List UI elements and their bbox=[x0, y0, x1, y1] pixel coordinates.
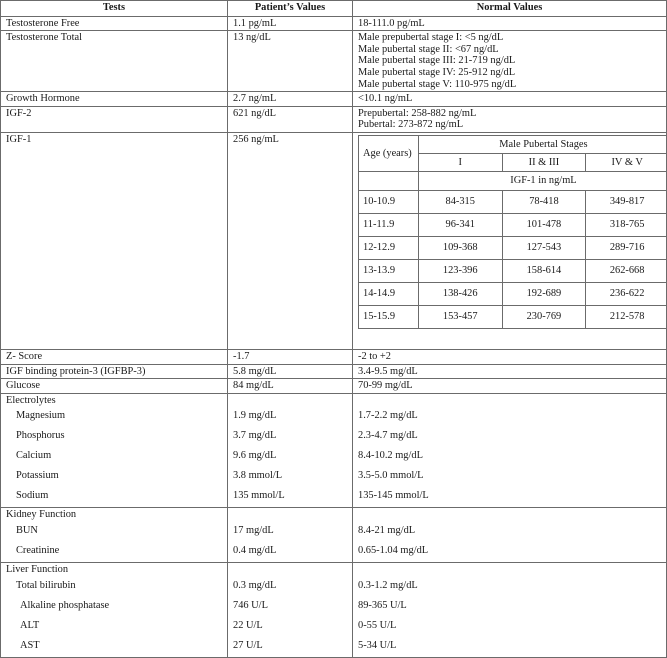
sub-test-name: Sodium bbox=[6, 486, 222, 506]
section-label: Kidney Function bbox=[6, 509, 222, 521]
test-name bbox=[1, 508, 228, 563]
stage-header: II & III bbox=[502, 153, 586, 171]
normal-values-header: Normal Values bbox=[353, 1, 667, 17]
range-cell: 318-765 bbox=[586, 213, 667, 236]
label-spacer bbox=[358, 564, 661, 576]
range-cell: 123-396 bbox=[418, 259, 502, 282]
age-cell: 14-14.9 bbox=[359, 282, 419, 305]
label-spacer bbox=[358, 509, 661, 521]
range-cell: 84-315 bbox=[418, 190, 502, 213]
normal-line: Male pubertal stage II: <67 ng/dL bbox=[358, 44, 661, 56]
age-blank-cell bbox=[359, 171, 419, 190]
normal-value bbox=[353, 132, 667, 349]
test-name: Z- Score bbox=[1, 349, 228, 364]
normal-value bbox=[353, 393, 667, 508]
age-cell: 11-11.9 bbox=[359, 213, 419, 236]
normal-line: Male pubertal stage IV: 25-912 ng/dL bbox=[358, 67, 661, 79]
sub-normal: 89-365 U/L bbox=[358, 596, 661, 616]
table-row bbox=[359, 213, 667, 236]
patient-value: 621 ng/dL bbox=[228, 106, 353, 132]
normal-value bbox=[353, 508, 667, 563]
stage-header: IV & V bbox=[586, 153, 667, 171]
age-cell: 12-12.9 bbox=[359, 236, 419, 259]
patient-value bbox=[228, 508, 353, 563]
sub-value: 3.7 mg/dL bbox=[233, 426, 347, 446]
sub-test-name: Creatinine bbox=[6, 541, 222, 561]
normal-line: Pubertal: 273-872 ng/mL bbox=[358, 119, 661, 131]
normal-line: Male pubertal stage III: 21-719 ng/dL bbox=[358, 55, 661, 67]
sub-value: 9.6 mg/dL bbox=[233, 446, 347, 466]
age-header: Age (years) bbox=[359, 135, 419, 171]
sub-test-name: ALT bbox=[6, 616, 222, 636]
patient-value: 84 mg/dL bbox=[228, 379, 353, 394]
igf1-reference-table bbox=[358, 135, 667, 329]
igf1-header-row bbox=[359, 135, 667, 153]
unit-header: IGF-1 in ng/mL bbox=[418, 171, 667, 190]
table-row bbox=[359, 259, 667, 282]
patient-values-header: Patient’s Values bbox=[228, 1, 353, 17]
sub-normal: 0.3-1.2 mg/dL bbox=[358, 576, 661, 596]
label-spacer bbox=[233, 509, 347, 521]
row-growth-hormone bbox=[1, 92, 667, 107]
range-cell: 109-368 bbox=[418, 236, 502, 259]
sub-value: 0.4 mg/dL bbox=[233, 541, 347, 561]
sub-test-name: Phosphorus bbox=[6, 426, 222, 446]
patient-value: -1.7 bbox=[228, 349, 353, 364]
test-name: Testosterone Free bbox=[1, 16, 228, 31]
normal-line: Prepubertal: 258-882 ng/mL bbox=[358, 108, 661, 120]
section-label: Liver Function bbox=[6, 564, 222, 576]
test-name: Testosterone Total bbox=[1, 31, 228, 92]
age-cell: 13-13.9 bbox=[359, 259, 419, 282]
label-spacer bbox=[358, 395, 661, 407]
test-name: Glucose bbox=[1, 379, 228, 394]
range-cell: 230-769 bbox=[502, 305, 586, 328]
age-cell: 10-10.9 bbox=[359, 190, 419, 213]
sub-test-name: Potassium bbox=[6, 466, 222, 486]
range-cell: 138-426 bbox=[418, 282, 502, 305]
row-glucose bbox=[1, 379, 667, 394]
normal-value: 18-111.0 pg/mL bbox=[353, 16, 667, 31]
normal-value bbox=[353, 106, 667, 132]
test-name: Growth Hormone bbox=[1, 92, 228, 107]
range-cell: 349-817 bbox=[586, 190, 667, 213]
normal-value: 70-99 mg/dL bbox=[353, 379, 667, 394]
normal-value: <10.1 ng/mL bbox=[353, 92, 667, 107]
test-name: IGF binding protein-3 (IGFBP-3) bbox=[1, 364, 228, 379]
normal-value: -2 to +2 bbox=[353, 349, 667, 364]
row-igf2 bbox=[1, 106, 667, 132]
patient-value: 2.7 ng/mL bbox=[228, 92, 353, 107]
range-cell: 236-622 bbox=[586, 282, 667, 305]
normal-line: Male prepubertal stage I: <5 ng/dL bbox=[358, 32, 661, 44]
row-kidney-function bbox=[1, 508, 667, 563]
patient-value: 256 ng/mL bbox=[228, 132, 353, 349]
sub-test-name: AST bbox=[6, 636, 222, 656]
test-name bbox=[1, 562, 228, 657]
range-cell: 96-341 bbox=[418, 213, 502, 236]
sub-test-name: BUN bbox=[6, 521, 222, 541]
sub-value: 0.3 mg/dL bbox=[233, 576, 347, 596]
sub-normal: 8.4-21 mg/dL bbox=[358, 521, 661, 541]
patient-value: 13 ng/dL bbox=[228, 31, 353, 92]
patient-value: 1.1 pg/mL bbox=[228, 16, 353, 31]
sub-normal: 2.3-4.7 mg/dL bbox=[358, 426, 661, 446]
sub-value: 135 mmol/L bbox=[233, 486, 347, 506]
sub-value: 27 U/L bbox=[233, 636, 347, 656]
row-testosterone-total bbox=[1, 31, 667, 92]
range-cell: 212-578 bbox=[586, 305, 667, 328]
sub-normal: 135-145 mmol/L bbox=[358, 486, 661, 506]
normal-value: 3.4-9.5 mg/dL bbox=[353, 364, 667, 379]
section-label: Electrolytes bbox=[6, 395, 222, 407]
range-cell: 153-457 bbox=[418, 305, 502, 328]
patient-value bbox=[228, 393, 353, 508]
header-row bbox=[1, 1, 667, 17]
sub-value: 3.8 mmol/L bbox=[233, 466, 347, 486]
sub-value: 746 U/L bbox=[233, 596, 347, 616]
age-cell: 15-15.9 bbox=[359, 305, 419, 328]
sub-value: 17 mg/dL bbox=[233, 521, 347, 541]
sub-normal: 0-55 U/L bbox=[358, 616, 661, 636]
range-cell: 78-418 bbox=[502, 190, 586, 213]
stage-header: I bbox=[418, 153, 502, 171]
normal-value bbox=[353, 31, 667, 92]
test-name: IGF-2 bbox=[1, 106, 228, 132]
table-row bbox=[359, 282, 667, 305]
range-cell: 262-668 bbox=[586, 259, 667, 282]
normal-line: Male pubertal stage V: 110-975 ng/dL bbox=[358, 79, 661, 91]
sub-normal: 8.4-10.2 mg/dL bbox=[358, 446, 661, 466]
table-row bbox=[359, 190, 667, 213]
test-name: IGF-1 bbox=[1, 132, 228, 349]
sub-normal: 3.5-5.0 mmol/L bbox=[358, 466, 661, 486]
patient-value: 5.8 mg/dL bbox=[228, 364, 353, 379]
table-row bbox=[359, 236, 667, 259]
sub-test-name: Calcium bbox=[6, 446, 222, 466]
label-spacer bbox=[233, 564, 347, 576]
row-igfbp3 bbox=[1, 364, 667, 379]
range-cell: 158-614 bbox=[502, 259, 586, 282]
sub-normal: 1.7-2.2 mg/dL bbox=[358, 406, 661, 426]
row-electrolytes bbox=[1, 393, 667, 508]
sub-test-name: Alkaline phosphatase bbox=[6, 596, 222, 616]
sub-normal: 5-34 U/L bbox=[358, 636, 661, 656]
stages-group-header: Male Pubertal Stages bbox=[418, 135, 667, 153]
row-testosterone-free bbox=[1, 16, 667, 31]
row-liver-function bbox=[1, 562, 667, 657]
range-cell: 289-716 bbox=[586, 236, 667, 259]
sub-value: 22 U/L bbox=[233, 616, 347, 636]
sub-normal: 0.65-1.04 mg/dL bbox=[358, 541, 661, 561]
test-name bbox=[1, 393, 228, 508]
label-spacer bbox=[233, 395, 347, 407]
sub-test-name: Magnesium bbox=[6, 406, 222, 426]
patient-value bbox=[228, 562, 353, 657]
table-row bbox=[359, 305, 667, 328]
igf1-unit-row bbox=[359, 171, 667, 190]
range-cell: 192-689 bbox=[502, 282, 586, 305]
sub-test-name: Total bilirubin bbox=[6, 576, 222, 596]
range-cell: 127-543 bbox=[502, 236, 586, 259]
row-igf1 bbox=[1, 132, 667, 349]
row-z-score bbox=[1, 349, 667, 364]
normal-value bbox=[353, 562, 667, 657]
range-cell: 101-478 bbox=[502, 213, 586, 236]
sub-value: 1.9 mg/dL bbox=[233, 406, 347, 426]
tests-header: Tests bbox=[1, 1, 228, 17]
